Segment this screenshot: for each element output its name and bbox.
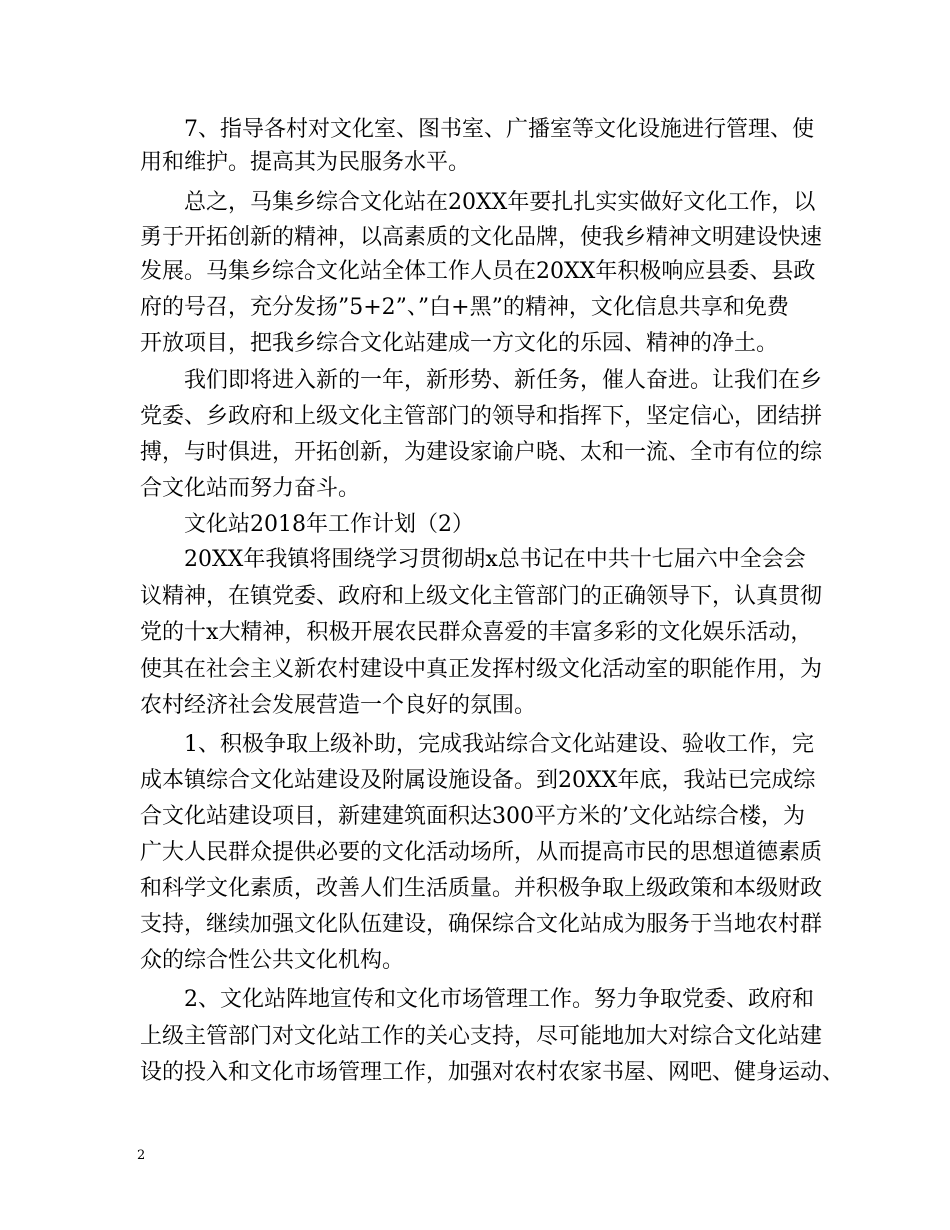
text-line: 发展。马集乡综合文化站全体工作人员在20XX年积极响应县委、县政 xyxy=(140,259,816,284)
text-line: 上级主管部门对文化站工作的关心支持，尽可能地加大对综合文化站建 xyxy=(140,1024,823,1049)
text-line: 使其在社会主义新农村建设中真正发挥村级文化活动室的职能作用，为 xyxy=(140,657,823,682)
text-line: 1、积极争取上级补助，完成我站综合文化站建设、验收工作，完 xyxy=(184,732,814,757)
page-number: 2 xyxy=(137,1148,146,1163)
text-line: 农村经济社会发展营造一个良好的氛围。 xyxy=(140,693,537,718)
text-line: 我们即将进入新的一年，新形势、新任务，催人奋进。让我们在乡 xyxy=(184,368,823,393)
text-line: 勇于开拓创新的精神，以高素质的文化品牌，使我乡精神文明建设快速 xyxy=(140,225,823,250)
text-line: 合文化站而努力奋斗。 xyxy=(140,476,361,501)
text-line: 广大人民群众提供必要的文化活动场所，从而提高市民的思想道德素质 xyxy=(140,840,823,865)
text-line: 和科学文化素质，改善人们生活质量。并积极争取上级政策和本级财政 xyxy=(140,876,823,901)
text-line: 议精神，在镇党委、政府和上级文化主管部门的正确领导下，认真贯彻 xyxy=(140,584,823,609)
text-line: 用和维护。提高其为民服务水平。 xyxy=(140,150,471,175)
text-line: 众的综合性公共文化机构。 xyxy=(140,948,405,973)
section-heading: 文化站2018年工作计划（2） xyxy=(184,512,474,537)
text-line: 2、文化站阵地宣传和文化市场管理工作。努力争取党委、政府和 xyxy=(184,987,814,1012)
text-line: 设的投入和文化市场管理工作，加强对农村农家书屋、网吧、健身运动、 xyxy=(140,1060,845,1085)
text-line: 总之，马集乡综合文化站在20XX年要扎扎实实做好文化工作，以 xyxy=(184,190,816,215)
text-line: 党委、乡政府和上级文化主管部门的领导和指挥下，坚定信心，团结拼 xyxy=(140,404,823,429)
text-line: 府的号召，充分发扬”5+2”、”白+黑”的精神，文化信息共享和免费 xyxy=(140,295,789,320)
text-line: 20XX年我镇将围绕学习贯彻胡x总书记在中共十七届六中全会会 xyxy=(184,547,806,572)
text-line: 支持，继续加强文化队伍建设，确保综合文化站成为服务于当地农村群 xyxy=(140,912,823,937)
text-line: 成本镇综合文化站建设及附属设施设备。到20XX年底，我站已完成综 xyxy=(140,768,816,793)
text-line: 7、指导各村对文化室、图书室、广播室等文化设施进行管理、使 xyxy=(184,117,814,142)
text-line: 搏，与时俱进，开拓创新，为建设家谕户晓、太和一流、全市有位的综 xyxy=(140,440,823,465)
text-line: 合文化站建设项目，新建建筑面积达300平方米的’文化站综合楼，为 xyxy=(140,804,805,829)
text-line: 党的十x大精神，积极开展农民群众喜爱的丰富多彩的文化娱乐活动， xyxy=(140,620,813,645)
text-line: 开放项目，把我乡综合文化站建成一方文化的乐园、精神的净土。 xyxy=(140,331,779,356)
